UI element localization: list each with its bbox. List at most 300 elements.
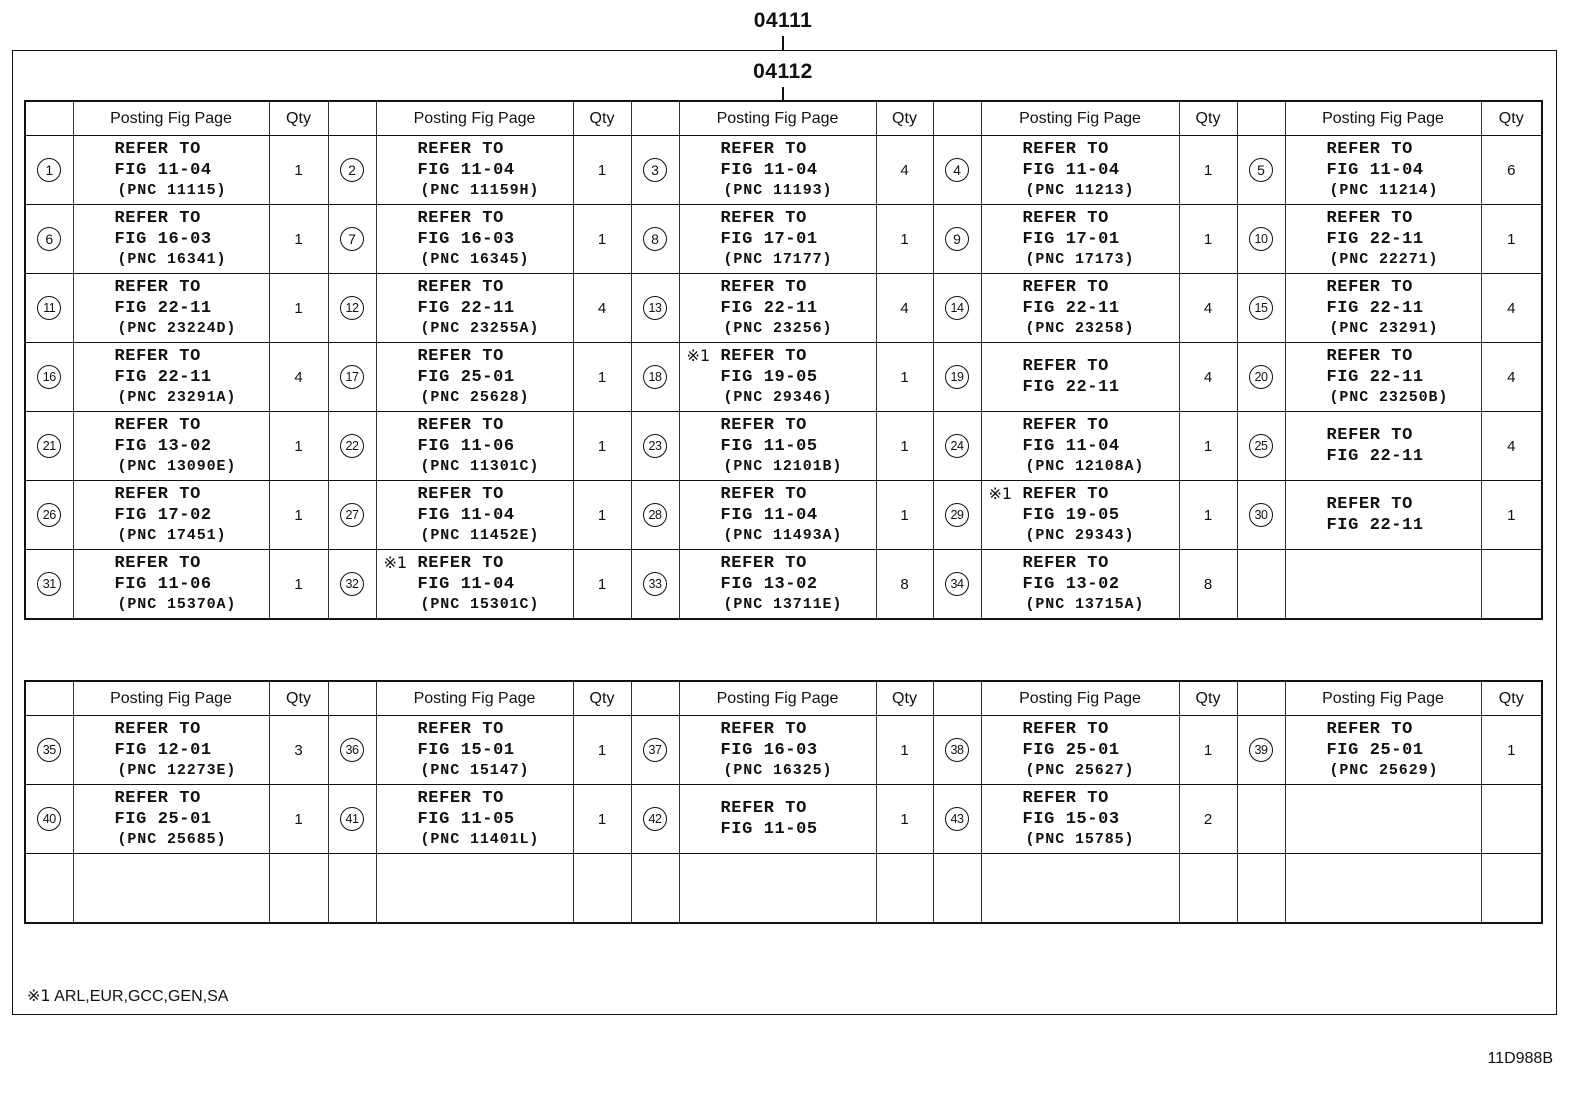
- fig-reference: FIG 22-11: [1022, 378, 1120, 397]
- column-header-number: [933, 681, 981, 716]
- refer-to-label: REFER TO: [1326, 278, 1413, 297]
- posting-fig-page-cell: [679, 716, 876, 785]
- posting-reference: [74, 716, 269, 784]
- empty-cell: [1237, 854, 1285, 924]
- item-number-badge: 43: [945, 807, 969, 831]
- fig-reference: FIG 19-05: [1022, 506, 1120, 525]
- posting-fig-page-cell: [679, 274, 876, 343]
- item-number-cell: [328, 274, 376, 343]
- posting-fig-page-cell: [376, 274, 573, 343]
- refer-to-label: REFER TO: [114, 789, 201, 808]
- qty-cell: 2: [1179, 785, 1237, 854]
- refer-to-label: REFER TO: [114, 720, 201, 739]
- posting-fig-page-cell: [679, 343, 876, 412]
- item-number-badge: 27: [340, 503, 364, 527]
- item-number-cell: [1237, 274, 1285, 343]
- posting-fig-page-cell: [679, 205, 876, 274]
- table-row: [25, 343, 1542, 412]
- qty-cell: 1: [269, 412, 328, 481]
- item-number-badge: 10: [1249, 227, 1273, 251]
- item-number-cell: [631, 205, 679, 274]
- refer-to-label: REFER TO: [417, 140, 504, 159]
- item-number-cell: [328, 550, 376, 620]
- empty-cell: [73, 854, 269, 924]
- item-number-cell: [933, 716, 981, 785]
- qty-cell: 1: [876, 481, 933, 550]
- qty-cell: 1: [573, 785, 631, 854]
- posting-reference: [982, 716, 1179, 784]
- refer-to-label: REFER TO: [1022, 789, 1109, 808]
- item-number-badge: 7: [340, 227, 364, 251]
- posting-fig-page-cell: [376, 716, 573, 785]
- empty-cell: [1285, 550, 1481, 620]
- posting-reference: [74, 481, 269, 549]
- qty-cell: 1: [1179, 136, 1237, 205]
- posting-reference: [680, 716, 876, 784]
- empty-cell: [328, 854, 376, 924]
- column-header-qty: Qty: [269, 681, 328, 716]
- column-header-qty: Qty: [1481, 681, 1542, 716]
- empty-cell: [1285, 854, 1481, 924]
- fig-reference: FIG 17-01: [1022, 230, 1120, 249]
- qty-cell: 1: [1179, 205, 1237, 274]
- posting-fig-page-cell: [73, 136, 269, 205]
- column-header-posting: Posting Fig Page: [981, 101, 1179, 136]
- refer-to-label: REFER TO: [1022, 416, 1109, 435]
- column-header-posting: Posting Fig Page: [679, 101, 876, 136]
- fig-reference: FIG 22-11: [417, 299, 515, 318]
- item-number-badge: 19: [945, 365, 969, 389]
- leader-line-sub: [782, 87, 784, 100]
- qty-cell: 1: [876, 412, 933, 481]
- region-note-mark: ※1: [686, 346, 711, 365]
- fig-reference: FIG 22-11: [1326, 447, 1424, 466]
- qty-cell: 4: [1481, 274, 1542, 343]
- fig-reference: FIG 22-11: [114, 299, 212, 318]
- posting-fig-page-cell: [981, 716, 1179, 785]
- posting-reference: [680, 136, 876, 204]
- posting-fig-page-cell: [1285, 136, 1481, 205]
- column-header-posting: Posting Fig Page: [73, 681, 269, 716]
- fig-reference: FIG 11-04: [417, 506, 515, 525]
- pnc-code: (PNC 13715A): [1025, 596, 1145, 613]
- posting-fig-page-cell: [376, 412, 573, 481]
- posting-reference: [377, 205, 573, 273]
- posting-reference: [680, 481, 876, 549]
- fig-reference: FIG 17-01: [720, 230, 818, 249]
- qty-cell: 1: [876, 785, 933, 854]
- column-header-number: [25, 681, 73, 716]
- item-number-badge: 35: [37, 738, 61, 762]
- posting-reference: [377, 785, 573, 853]
- item-number-badge: 31: [37, 572, 61, 596]
- fig-reference: FIG 13-02: [720, 575, 818, 594]
- pnc-code: (PNC 11159H): [420, 182, 540, 199]
- posting-fig-page-cell: [981, 412, 1179, 481]
- empty-cell: [679, 854, 876, 924]
- table-header-row: [25, 101, 1542, 136]
- fig-reference: FIG 16-03: [720, 741, 818, 760]
- posting-fig-page-cell: [679, 412, 876, 481]
- column-header-posting: Posting Fig Page: [1285, 681, 1481, 716]
- column-header-qty: Qty: [573, 681, 631, 716]
- region-note-mark: ※1: [383, 553, 408, 572]
- column-header-qty: Qty: [269, 101, 328, 136]
- refer-to-label: REFER TO: [1326, 426, 1413, 445]
- qty-cell: 1: [1481, 716, 1542, 785]
- item-number-cell: [1237, 412, 1285, 481]
- column-header-number: [933, 101, 981, 136]
- parts-table-secondary: [24, 680, 1543, 924]
- item-number-badge: 30: [1249, 503, 1273, 527]
- posting-reference: [680, 412, 876, 480]
- pnc-code: (PNC 25685): [117, 831, 227, 848]
- qty-cell: 3: [269, 716, 328, 785]
- table-header-row: [25, 681, 1542, 716]
- qty-cell: 1: [876, 343, 933, 412]
- column-header-number: [328, 681, 376, 716]
- item-number-badge: 42: [643, 807, 667, 831]
- column-header-number: [631, 681, 679, 716]
- item-number-cell: [328, 716, 376, 785]
- posting-reference: [377, 136, 573, 204]
- table-row: [25, 412, 1542, 481]
- fig-reference: FIG 11-06: [114, 575, 212, 594]
- fig-reference: FIG 25-01: [1326, 741, 1424, 760]
- refer-to-label: REFER TO: [1022, 554, 1109, 573]
- item-number-cell: [25, 274, 73, 343]
- empty-cell: [269, 854, 328, 924]
- fig-reference: FIG 11-06: [417, 437, 515, 456]
- posting-fig-page-cell: [376, 785, 573, 854]
- qty-cell: 1: [573, 136, 631, 205]
- qty-cell: 8: [876, 550, 933, 620]
- qty-cell: 1: [269, 481, 328, 550]
- posting-fig-page-cell: [73, 550, 269, 620]
- column-header-qty: Qty: [876, 101, 933, 136]
- leader-line-top: [782, 36, 784, 50]
- fig-reference: FIG 11-04: [114, 161, 212, 180]
- refer-to-label: REFER TO: [114, 347, 201, 366]
- posting-reference: [74, 550, 269, 618]
- item-number-badge: 40: [37, 807, 61, 831]
- column-header-number: [1237, 101, 1285, 136]
- pnc-code: (PNC 11214): [1329, 182, 1439, 199]
- refer-to-label: REFER TO: [720, 209, 807, 228]
- fig-reference: FIG 13-02: [1022, 575, 1120, 594]
- qty-cell: 1: [573, 205, 631, 274]
- qty-cell: 1: [269, 205, 328, 274]
- refer-to-label: REFER TO: [114, 140, 201, 159]
- empty-cell: [1481, 854, 1542, 924]
- item-number-cell: [25, 412, 73, 481]
- item-number-cell: [25, 481, 73, 550]
- posting-fig-page-cell: [679, 550, 876, 620]
- posting-fig-page-cell: [981, 481, 1179, 550]
- fig-reference: FIG 22-11: [1326, 516, 1424, 535]
- item-number-badge: 1: [37, 158, 61, 182]
- fig-reference: FIG 11-04: [417, 161, 515, 180]
- posting-fig-page-cell: [376, 550, 573, 620]
- column-header-number: [25, 101, 73, 136]
- item-number-badge: 29: [945, 503, 969, 527]
- item-number-badge: 28: [643, 503, 667, 527]
- pnc-code: (PNC 23255A): [420, 320, 540, 337]
- pnc-code: (PNC 23256): [723, 320, 833, 337]
- posting-fig-page-cell: [73, 716, 269, 785]
- posting-reference: [74, 205, 269, 273]
- table-row: [25, 785, 1542, 854]
- posting-reference: [680, 785, 876, 853]
- qty-cell: 1: [876, 716, 933, 785]
- refer-to-label: REFER TO: [720, 347, 807, 366]
- column-header-qty: Qty: [876, 681, 933, 716]
- item-number-badge: 5: [1249, 158, 1273, 182]
- posting-reference: [1286, 412, 1481, 480]
- pnc-code: (PNC 15370A): [117, 596, 237, 613]
- empty-cell: [631, 854, 679, 924]
- qty-cell: 1: [1481, 205, 1542, 274]
- posting-fig-page-cell: [73, 481, 269, 550]
- empty-cell: [376, 854, 573, 924]
- refer-to-label: REFER TO: [114, 485, 201, 504]
- item-number-badge: 41: [340, 807, 364, 831]
- refer-to-label: REFER TO: [720, 140, 807, 159]
- item-number-badge: 20: [1249, 365, 1273, 389]
- item-number-badge: 15: [1249, 296, 1273, 320]
- posting-reference: [680, 343, 876, 411]
- item-number-badge: 13: [643, 296, 667, 320]
- item-number-badge: 8: [643, 227, 667, 251]
- item-number-badge: 39: [1249, 738, 1273, 762]
- empty-cell: [573, 854, 631, 924]
- qty-cell: 8: [1179, 550, 1237, 620]
- fig-reference: FIG 22-11: [1022, 299, 1120, 318]
- qty-cell: 4: [1481, 343, 1542, 412]
- refer-to-label: REFER TO: [417, 347, 504, 366]
- empty-cell: [981, 854, 1179, 924]
- qty-cell: 4: [1179, 274, 1237, 343]
- item-number-cell: [933, 481, 981, 550]
- item-number-badge: 16: [37, 365, 61, 389]
- fig-reference: FIG 11-04: [1326, 161, 1424, 180]
- posting-fig-page-cell: [73, 343, 269, 412]
- item-number-badge: 12: [340, 296, 364, 320]
- item-number-cell: [933, 205, 981, 274]
- item-number-cell: [328, 412, 376, 481]
- posting-reference: [1286, 274, 1481, 342]
- posting-reference: [1286, 205, 1481, 273]
- refer-to-label: REFER TO: [114, 209, 201, 228]
- table-row: [25, 274, 1542, 343]
- column-header-posting: Posting Fig Page: [679, 681, 876, 716]
- fig-reference: FIG 22-11: [720, 299, 818, 318]
- item-number-badge: 24: [945, 434, 969, 458]
- posting-fig-page-cell: [73, 205, 269, 274]
- posting-fig-page-cell: [981, 274, 1179, 343]
- refer-to-label: REFER TO: [1022, 278, 1109, 297]
- posting-reference: [377, 481, 573, 549]
- assembly-code-sub: 04112: [753, 60, 813, 83]
- item-number-badge: 38: [945, 738, 969, 762]
- refer-to-label: REFER TO: [417, 720, 504, 739]
- fig-reference: FIG 11-05: [720, 820, 818, 839]
- refer-to-label: REFER TO: [720, 720, 807, 739]
- posting-fig-page-cell: [1285, 412, 1481, 481]
- posting-reference: [74, 343, 269, 411]
- qty-cell: 1: [269, 785, 328, 854]
- posting-fig-page-cell: [981, 136, 1179, 205]
- pnc-code: (PNC 23291): [1329, 320, 1439, 337]
- fig-reference: FIG 11-04: [720, 506, 818, 525]
- empty-cell: [1285, 785, 1481, 854]
- refer-to-label: REFER TO: [417, 554, 504, 573]
- posting-reference: [1286, 716, 1481, 784]
- figure-code: 11D988B: [1487, 1050, 1553, 1067]
- column-header-posting: Posting Fig Page: [73, 101, 269, 136]
- pnc-code: (PNC 13711E): [723, 596, 843, 613]
- posting-reference: [982, 412, 1179, 480]
- qty-cell: 4: [876, 136, 933, 205]
- refer-to-label: REFER TO: [1022, 485, 1109, 504]
- pnc-code: (PNC 12108A): [1025, 458, 1145, 475]
- pnc-code: (PNC 16325): [723, 762, 833, 779]
- qty-cell: 6: [1481, 136, 1542, 205]
- posting-reference: [982, 205, 1179, 273]
- column-header-posting: Posting Fig Page: [1285, 101, 1481, 136]
- pnc-code: (PNC 23224D): [117, 320, 237, 337]
- qty-cell: 1: [573, 481, 631, 550]
- posting-fig-page-cell: [981, 205, 1179, 274]
- refer-to-label: REFER TO: [1022, 720, 1109, 739]
- pnc-code: (PNC 11301C): [420, 458, 540, 475]
- pnc-code: (PNC 23258): [1025, 320, 1135, 337]
- refer-to-label: REFER TO: [1022, 140, 1109, 159]
- refer-to-label: REFER TO: [114, 554, 201, 573]
- refer-to-label: REFER TO: [720, 416, 807, 435]
- posting-fig-page-cell: [376, 481, 573, 550]
- item-number-cell: [933, 136, 981, 205]
- column-header-posting: Posting Fig Page: [376, 681, 573, 716]
- refer-to-label: REFER TO: [1326, 347, 1413, 366]
- pnc-code: (PNC 11115): [117, 182, 227, 199]
- pnc-code: (PNC 29343): [1025, 527, 1135, 544]
- qty-cell: 1: [573, 550, 631, 620]
- pnc-code: (PNC 23291A): [117, 389, 237, 406]
- posting-fig-page-cell: [73, 412, 269, 481]
- refer-to-label: REFER TO: [114, 416, 201, 435]
- posting-fig-page-cell: [981, 550, 1179, 620]
- posting-reference: [377, 274, 573, 342]
- fig-reference: FIG 22-11: [1326, 368, 1424, 387]
- item-number-cell: [1237, 716, 1285, 785]
- refer-to-label: REFER TO: [1326, 209, 1413, 228]
- pnc-code: (PNC 11193): [723, 182, 833, 199]
- item-number-cell: [631, 343, 679, 412]
- posting-reference: [982, 785, 1179, 853]
- posting-fig-page-cell: [376, 205, 573, 274]
- qty-cell: 1: [269, 136, 328, 205]
- fig-reference: FIG 11-04: [1022, 161, 1120, 180]
- table-row: [25, 481, 1542, 550]
- item-number-cell: [1237, 343, 1285, 412]
- refer-to-label: REFER TO: [417, 789, 504, 808]
- posting-reference: [1286, 343, 1481, 411]
- fig-reference: FIG 11-05: [720, 437, 818, 456]
- posting-fig-page-cell: [679, 481, 876, 550]
- table-header: [25, 101, 1542, 136]
- posting-reference: [74, 136, 269, 204]
- posting-reference: [680, 274, 876, 342]
- item-number-cell: [328, 343, 376, 412]
- fig-reference: FIG 22-11: [114, 368, 212, 387]
- column-header-qty: Qty: [573, 101, 631, 136]
- posting-reference: [982, 343, 1179, 411]
- item-number-cell: [328, 785, 376, 854]
- item-number-cell: [1237, 205, 1285, 274]
- table-body: [25, 136, 1542, 620]
- qty-cell: 4: [573, 274, 631, 343]
- posting-reference: [982, 136, 1179, 204]
- item-number-cell: [25, 136, 73, 205]
- refer-to-label: REFER TO: [1326, 495, 1413, 514]
- item-number-badge: 33: [643, 572, 667, 596]
- fig-reference: FIG 22-11: [1326, 299, 1424, 318]
- refer-to-label: REFER TO: [1326, 720, 1413, 739]
- pnc-code: (PNC 12273E): [117, 762, 237, 779]
- posting-reference: [377, 716, 573, 784]
- column-header-qty: Qty: [1179, 681, 1237, 716]
- pnc-code: (PNC 16341): [117, 251, 227, 268]
- pnc-code: (PNC 17451): [117, 527, 227, 544]
- item-number-cell: [328, 481, 376, 550]
- table-header: [25, 681, 1542, 716]
- item-number-cell: [25, 205, 73, 274]
- posting-reference: [377, 550, 573, 618]
- posting-reference: [982, 274, 1179, 342]
- table-row: [25, 136, 1542, 205]
- item-number-badge: 2: [340, 158, 364, 182]
- fig-reference: FIG 16-03: [417, 230, 515, 249]
- refer-to-label: REFER TO: [720, 799, 807, 818]
- empty-cell: [1237, 785, 1285, 854]
- empty-cell: [933, 854, 981, 924]
- item-number-badge: 18: [643, 365, 667, 389]
- item-number-cell: [631, 550, 679, 620]
- posting-fig-page-cell: [981, 785, 1179, 854]
- fig-reference: FIG 11-04: [720, 161, 818, 180]
- fig-reference: FIG 15-01: [417, 741, 515, 760]
- qty-cell: 1: [1481, 481, 1542, 550]
- item-number-cell: [933, 785, 981, 854]
- posting-fig-page-cell: [679, 785, 876, 854]
- posting-reference: [982, 550, 1179, 618]
- qty-cell: 1: [876, 205, 933, 274]
- fig-reference: FIG 16-03: [114, 230, 212, 249]
- posting-reference: [680, 550, 876, 618]
- column-header-posting: Posting Fig Page: [376, 101, 573, 136]
- table-row: [25, 205, 1542, 274]
- posting-reference: [680, 205, 876, 273]
- item-number-badge: 23: [643, 434, 667, 458]
- qty-cell: 1: [1179, 481, 1237, 550]
- parts-table-main: [24, 100, 1543, 620]
- empty-cell: [1481, 550, 1542, 620]
- pnc-code: (PNC 16345): [420, 251, 530, 268]
- item-number-badge: 4: [945, 158, 969, 182]
- fig-reference: FIG 22-11: [1326, 230, 1424, 249]
- item-number-badge: 3: [643, 158, 667, 182]
